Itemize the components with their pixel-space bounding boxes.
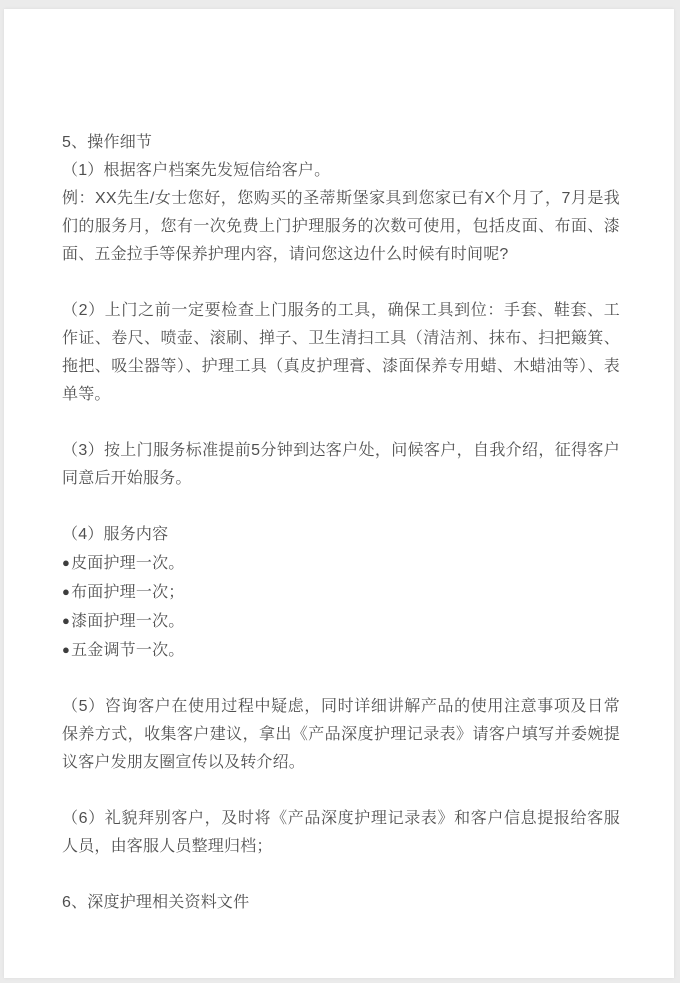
step-3-paragraph: （3）按上门服务标准提前5分钟到达客户处，问候客户，自我介绍，征得客户同意后开始服务。 — [62, 442, 620, 487]
service-item-text: 皮面护理一次。 — [71, 555, 185, 572]
service-item-hardware — [62, 636, 620, 665]
bullet-icon: ● — [62, 613, 71, 628]
service-item-paint — [62, 607, 620, 636]
document-page — [4, 9, 674, 978]
service-item-text: 漆面护理一次。 — [71, 613, 185, 630]
sms-example-paragraph: 例：XX先生/女士您好，您购买的圣蒂斯堡家具到您家已有X个月了，7月是我们的服务月，您有一次免费上门护理服务的次数可使用，包括皮面、布面、漆面、五金拉手等保养护理内容，请问您这边什么时候有时间呢? — [62, 190, 620, 263]
service-item-text: 五金调节一次。 — [71, 642, 185, 659]
service-item-leather — [62, 549, 620, 578]
step-5-paragraph: （5）咨询客户在使用过程中疑虑，同时详细讲解产品的使用注意事项及日常保养方式，收集客户建议，拿出《产品深度护理记录表》请客户填写并委婉提议客户发朋友圈宣传以及转介绍。 — [62, 698, 620, 771]
section-6-heading: 6、深度护理相关资料文件 — [62, 894, 250, 911]
step-4-paragraph: （4）服务内容 — [62, 526, 169, 543]
document-content — [62, 129, 620, 917]
step-6-paragraph: （6）礼貌拜别客户，及时将《产品深度护理记录表》和客户信息提报给客服人员，由客服人员整理归档； — [62, 810, 620, 855]
bullet-icon: ● — [62, 584, 71, 599]
section-5-heading: 5、操作细节 — [62, 134, 153, 151]
bullet-icon: ● — [62, 642, 71, 657]
step-1-paragraph: （1）根据客户档案先发短信给客户。 — [62, 162, 331, 179]
bullet-icon: ● — [62, 555, 71, 570]
service-item-fabric — [62, 578, 620, 607]
service-item-text: 布面护理一次； — [71, 584, 185, 601]
step-2-paragraph: （2）上门之前一定要检查上门服务的工具，确保工具到位：手套、鞋套、工作证、卷尺、喷壶、滚刷、掸子、卫生清扫工具（清洁剂、抹布、扫把簸箕、拖把、吸尘器等）、护理工具（真皮护理膏、漆面保养专用蜡、木蜡油等）、表单等。 — [62, 302, 620, 403]
